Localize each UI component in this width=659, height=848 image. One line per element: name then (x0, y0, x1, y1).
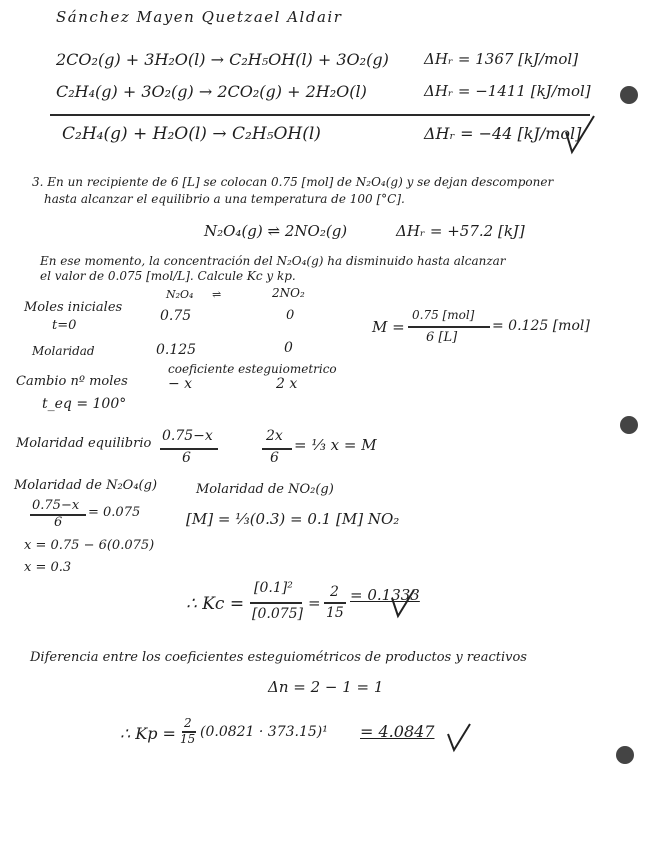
no2-expression: [M] = ⅓(0.3) = 0.1 [M] NO₂ (186, 510, 400, 528)
col-arrow: ⇌ (212, 288, 222, 301)
problem-line-1: 3. En un recipiente de 6 [L] se colocan 0.75 [mol] de N₂O₄(g) y se dejan descomponer (32, 175, 554, 189)
molarity-product: 0 (284, 340, 293, 356)
delta-n-expression: Δn = 2 − 1 = 1 (268, 678, 384, 696)
initial-product: 0 (286, 308, 295, 323)
problem-enthalpy: ΔHᵣ = +57.2 [kJ] (396, 222, 525, 240)
initial-reactant: 0.75 (160, 308, 192, 324)
row-molarity-label: Molaridad (32, 344, 95, 358)
n2o4-step-1: x = 0.75 − 6(0.075) (24, 538, 155, 553)
molarity-calc-denominator: 6 [L] (426, 330, 458, 345)
molarity-calc-numerator: 0.75 [mol] (412, 308, 475, 322)
reaction-2: C₂H₄(g) + 3O₂(g) → 2CO₂(g) + 2H₂O(l) (56, 82, 367, 101)
problem-equation: N₂O₄(g) ⇌ 2NO₂(g) (204, 222, 348, 240)
equilibrium-tail: = ⅓ x = M (294, 436, 377, 454)
check-mark-icon-kc (392, 590, 414, 616)
row-initial-t: t=0 (52, 318, 77, 333)
check-mark-icon-kp (448, 724, 470, 750)
kc-frac-den: 15 (326, 605, 344, 621)
reaction-2-enthalpy: ΔHᵣ = −1411 [kJ/mol] (424, 82, 591, 100)
molarity-calc-result: = 0.125 [mol] (492, 318, 590, 334)
kc-equals: = (308, 594, 321, 612)
net-reaction: C₂H₄(g) + H₂O(l) → C₂H₅OH(l) (62, 124, 321, 144)
kp-numerator: 2 (184, 716, 192, 730)
kc-prefix: ∴ Kc = (186, 594, 245, 614)
kp-result: = 4.0847 (360, 722, 435, 741)
kp-expression: (0.0821 · 373.15)¹ (200, 724, 328, 740)
problem-line-3: En ese momento, la concentración del N₂O₄(g) ha disminuido hasta alcanzar (40, 254, 506, 268)
n2o4-numerator: 0.75−x (32, 498, 80, 513)
reaction-1-enthalpy: ΔHᵣ = 1367 [kJ/mol] (424, 50, 579, 68)
problem-line-2: hasta alcanzar el equilibrio a una temperatura de 100 [°C]. (44, 192, 405, 206)
no2-label: Molaridad de NO₂(g) (196, 482, 334, 497)
kp-denominator: 15 (180, 732, 196, 746)
equilibrium-num-1: 0.75−x (162, 428, 213, 444)
kc-numerator: [0.1]² (254, 580, 293, 596)
molarity-calc-label: M = (372, 318, 405, 336)
kc-denominator: [0.075] (252, 606, 304, 622)
row-teq: t_eq = 100° (42, 396, 127, 412)
col-reactant: N₂O₄ (166, 288, 194, 301)
n2o4-label: Molaridad de N₂O₄(g) (14, 478, 158, 493)
reaction-1: 2CO₂(g) + 3H₂O(l) → C₂H₅OH(l) + 3O₂(g) (56, 50, 389, 69)
kc-frac-num: 2 (330, 584, 339, 600)
n2o4-denominator: 6 (54, 515, 63, 530)
check-mark-icon-enthalpy (566, 116, 594, 152)
col-product: 2NO₂ (272, 286, 305, 300)
equilibrium-den-1: 6 (182, 450, 191, 466)
n2o4-result: = 0.075 (88, 505, 141, 520)
n2o4-step-2: x = 0.3 (24, 560, 72, 575)
change-product: 2 x (276, 376, 298, 392)
problem-line-4: el valor de 0.075 [mol/L]. Calcule Kc y kp. (40, 269, 296, 283)
net-reaction-enthalpy: ΔHᵣ = −44 [kJ/mol] (424, 124, 582, 143)
delta-n-explanation: Diferencia entre los coeficientes esteguiométricos de productos y reactivos (30, 650, 527, 665)
row-change-label: Cambio nº moles (16, 374, 128, 389)
change-reactant: − x (168, 376, 193, 392)
row-initial-label: Moles iniciales (24, 300, 123, 315)
equilibrium-label: Molaridad equilibrio (16, 436, 152, 451)
kp-prefix: ∴ Kp = (120, 724, 176, 743)
equilibrium-num-2: 2x (266, 428, 283, 444)
kc-result: = 0.1333 (350, 586, 420, 604)
molarity-reactant: 0.125 (156, 342, 197, 358)
equilibrium-den-2: 6 (270, 450, 279, 466)
student-name: Sánchez Mayen Quetzael Aldair (56, 8, 343, 26)
coefficient-note: coeficiente esteguiometrico (168, 362, 337, 376)
